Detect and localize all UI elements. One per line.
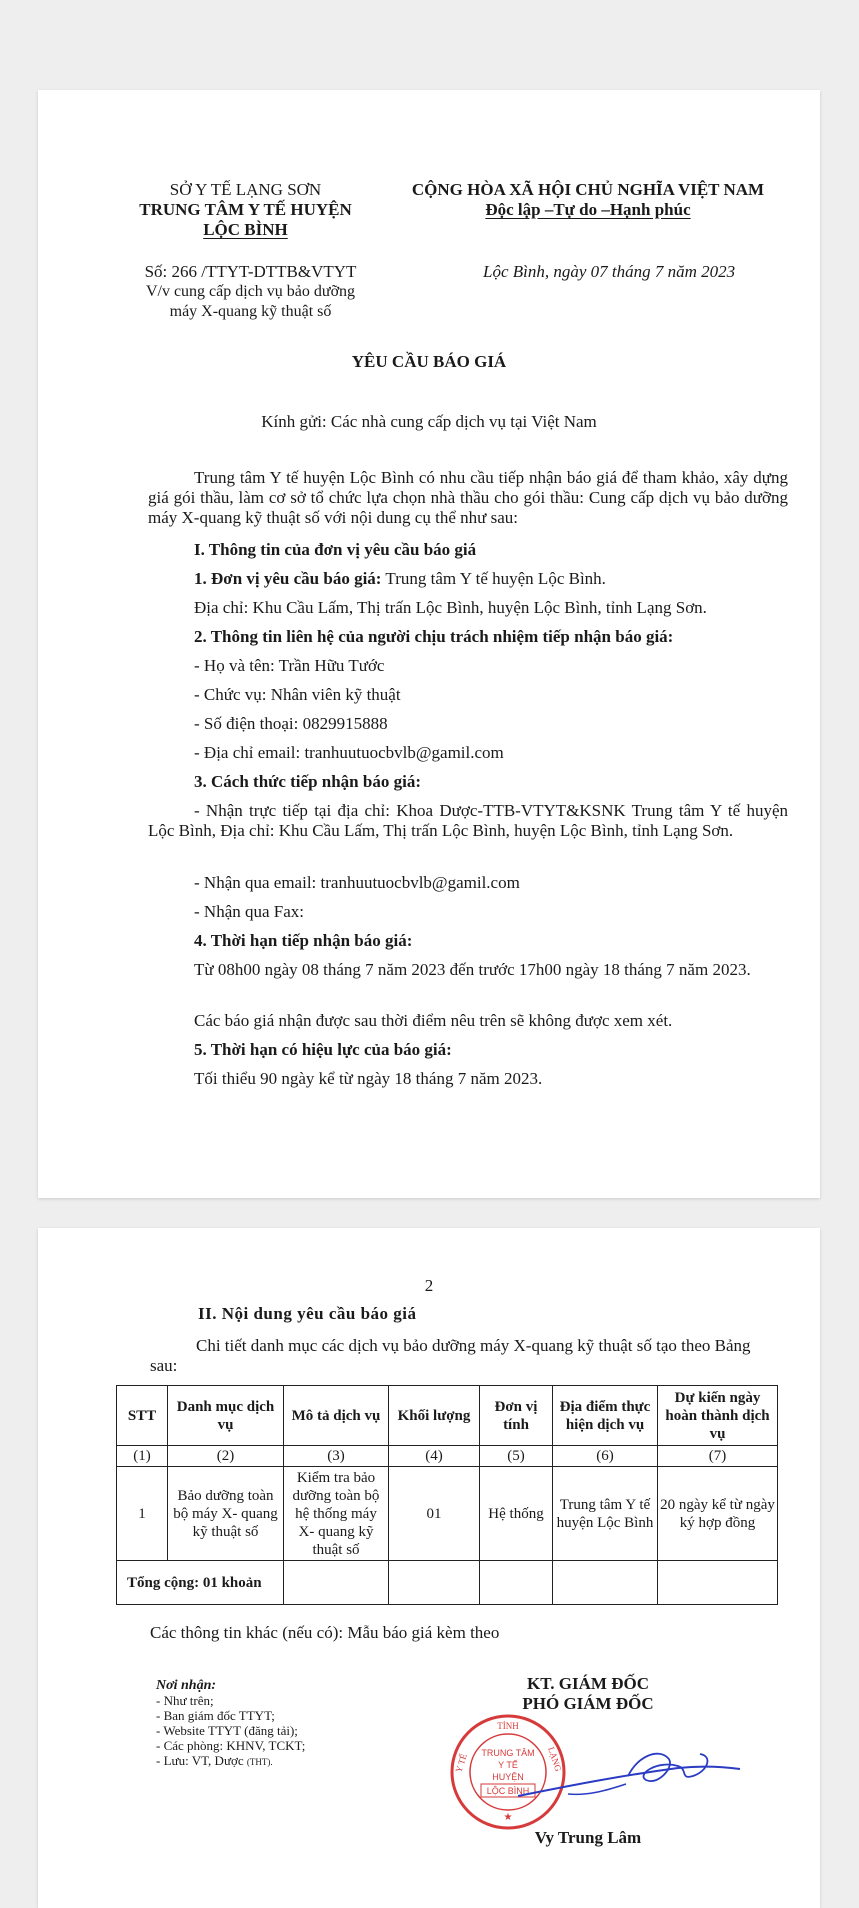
index-cell: (6) [553, 1446, 658, 1467]
empty-cell [658, 1561, 778, 1605]
agency-name: TRUNG TÂM Y TẾ HUYỆN [139, 200, 352, 219]
seal-top-text: TỈNH [497, 1721, 519, 1731]
col-unit: Đơn vị tính [480, 1386, 553, 1446]
seal-center-2: Y TẾ [498, 1760, 518, 1770]
empty-cell [553, 1561, 658, 1605]
signature-title [478, 1674, 698, 1714]
agency-parent: SỞ Y TẾ LẠNG SƠN [169, 180, 322, 199]
table-row [117, 1467, 778, 1561]
col-description: Mô tả dịch vụ [284, 1386, 389, 1446]
contact-phone: - Số điện thoại: 0829915888 [194, 714, 388, 733]
late-note: Các báo giá nhận được sau thời điểm nêu trên sẽ không được xem xét. [194, 1011, 673, 1030]
handwritten-signature [508, 1736, 748, 1816]
empty-cell [389, 1561, 480, 1605]
cell-service: Bảo dưỡng toàn bộ máy X- quang kỹ thuật số [168, 1467, 284, 1561]
contact-email: - Địa chỉ email: tranhuutuocbvlb@gamil.com [194, 743, 504, 762]
other-info: Các thông tin khác (nếu có): Mẫu báo giá kèm theo [150, 1623, 500, 1642]
recipient-item: - Các phòng: KHNV, TCKT; [156, 1738, 306, 1753]
table-index-row [117, 1446, 778, 1467]
place-date: Lộc Bình, ngày 07 tháng 7 năm 2023 [483, 262, 736, 281]
agency-district: LỘC BÌNH [203, 220, 288, 239]
total-cell: Tổng cộng: 01 khoản [117, 1561, 284, 1605]
address: Địa chỉ: Khu Cầu Lấm, Thị trấn Lộc Bình, huyện Lộc Bình, tỉnh Lạng Sơn. [194, 598, 707, 617]
national-header [388, 180, 788, 220]
seal-center-4: LỘC BÌNH [486, 1786, 530, 1796]
item-4-heading: 4. Thời hạn tiếp nhận báo giá: [194, 931, 413, 950]
sign-title-1: KT. GIÁM ĐỐC [527, 1674, 649, 1693]
table-header-row [117, 1386, 778, 1446]
col-service: Danh mục dịch vụ [168, 1386, 284, 1446]
document-title: YÊU CẦU BÁO GIÁ [351, 352, 507, 371]
table-intro: Chi tiết danh mục các dịch vụ bảo dưỡng máy X-quang kỹ thuật số tạo theo Bảng sau: [150, 1336, 751, 1375]
index-cell: (7) [658, 1446, 778, 1467]
index-cell: (4) [389, 1446, 480, 1467]
recipient-item: - Lưu: VT, Dược (THT). [156, 1753, 273, 1768]
item-1-label: 1. Đơn vị yêu cầu báo giá: [194, 569, 382, 588]
section-1-heading: I. Thông tin của đơn vị yêu cầu báo giá [194, 540, 477, 559]
page-number: 2 [424, 1276, 434, 1295]
contact-name: - Họ và tên: Trần Hữu Tước [194, 656, 385, 675]
index-cell: (1) [117, 1446, 168, 1467]
recipients-block [156, 1678, 436, 1770]
empty-cell [480, 1561, 553, 1605]
col-stt: STT [117, 1386, 168, 1446]
seal-star-icon: ★ [503, 1812, 513, 1823]
request-table [116, 1385, 778, 1605]
index-cell: (5) [480, 1446, 553, 1467]
col-quantity: Khối lượng [389, 1386, 480, 1446]
cell-stt: 1 [117, 1467, 168, 1561]
index-cell: (2) [168, 1446, 284, 1467]
sign-title-2: PHÓ GIÁM ĐỐC [522, 1694, 654, 1713]
empty-cell [284, 1561, 389, 1605]
recipient-line: Kính gửi: Các nhà cung cấp dịch vụ tại Việt Nam [261, 412, 597, 431]
recipient-item: - Như trên; [156, 1693, 214, 1708]
doc-subject-2: máy X-quang kỹ thuật số [169, 303, 332, 320]
cell-completion: 20 ngày kể từ ngày ký hợp đồng [658, 1467, 778, 1561]
doc-number: Số: 266 /TTYT-DTTB&VTYT [144, 262, 357, 281]
receive-direct: - Nhận trực tiếp tại địa chỉ: Khoa Dược-TTB-VTYT&KSNK Trung tâm Y tế huyện Lộc Bình, Địa chỉ: Khu Cầu Lấm, Thị trấn Lộc Bình, huyện Lộc Bình, tỉnh Lạng Sơn. [148, 801, 788, 840]
recipient-item: - Website TTYT (đăng tải); [156, 1723, 298, 1738]
recipient-item: - Ban giám đốc TTYT; [156, 1708, 275, 1723]
seal-center-3: HUYỆN [492, 1772, 524, 1782]
signer-name: Vy Trung Lâm [534, 1828, 642, 1847]
table-total-row [117, 1561, 778, 1605]
national-motto: Độc lập –Tự do –Hạnh phúc [485, 200, 691, 219]
document-page-2 [38, 1228, 820, 1908]
col-location: Địa điểm thực hiện dịch vụ [553, 1386, 658, 1446]
item-1 [194, 569, 834, 589]
section-2-heading: II. Nội dung yêu cầu báo giá [198, 1304, 417, 1323]
receive-fax: - Nhận qua Fax: [194, 902, 305, 921]
doc-reference [128, 262, 373, 322]
item-2-heading: 2. Thông tin liên hệ của người chịu trách nhiệm tiếp nhận báo giá: [194, 627, 674, 646]
cell-quantity: 01 [389, 1467, 480, 1561]
seal-center-1: TRUNG TÂM [481, 1748, 535, 1758]
contact-position: - Chức vụ: Nhân viên kỹ thuật [194, 685, 401, 704]
seal-left-text: Y TẾ [453, 1752, 469, 1774]
intro-paragraph: Trung tâm Y tế huyện Lộc Bình có nhu cầu tiếp nhận báo giá để tham khảo, xây dựng giá gói thầu, làm cơ sở tổ chức lựa chọn nhà thầu cho gói thầu: Cung cấp dịch vụ bảo dưỡng máy X-quang kỹ thuật số với nội dung cụ thể như sau: [148, 468, 788, 527]
col-completion: Dự kiến ngày hoàn thành dịch vụ [658, 1386, 778, 1446]
cell-description: Kiểm tra bảo dưỡng toàn bộ hệ thống máy X- quang kỹ thuật số [284, 1467, 389, 1561]
recipients-title: Nơi nhận: [156, 1678, 217, 1693]
recipient-suffix: (THT). [246, 1757, 273, 1767]
doc-subject-1: V/v cung cấp dịch vụ bảo dưỡng [145, 283, 356, 300]
seal-right-text: LẠNG [546, 1745, 564, 1773]
national-name: CỘNG HÒA XÃ HỘI CHỦ NGHĨA VIỆT NAM [411, 180, 765, 199]
agency-header [128, 180, 363, 240]
validity: Tối thiểu 90 ngày kể từ ngày 18 tháng 7 năm 2023. [194, 1069, 543, 1088]
item-5-heading: 5. Thời hạn có hiệu lực của báo giá: [194, 1040, 452, 1059]
receive-email: - Nhận qua email: tranhuutuocbvlb@gamil.com [194, 873, 520, 892]
cell-unit: Hệ thống [480, 1467, 553, 1561]
index-cell: (3) [284, 1446, 389, 1467]
item-3-heading: 3. Cách thức tiếp nhận báo giá: [194, 772, 421, 791]
cell-location: Trung tâm Y tế huyện Lộc Bình [553, 1467, 658, 1561]
document-page-1 [38, 90, 820, 1198]
deadline: Từ 08h00 ngày 08 tháng 7 năm 2023 đến trước 17h00 ngày 18 tháng 7 năm 2023. [194, 960, 751, 979]
item-1-value: Trung tâm Y tế huyện Lộc Bình. [381, 569, 606, 588]
